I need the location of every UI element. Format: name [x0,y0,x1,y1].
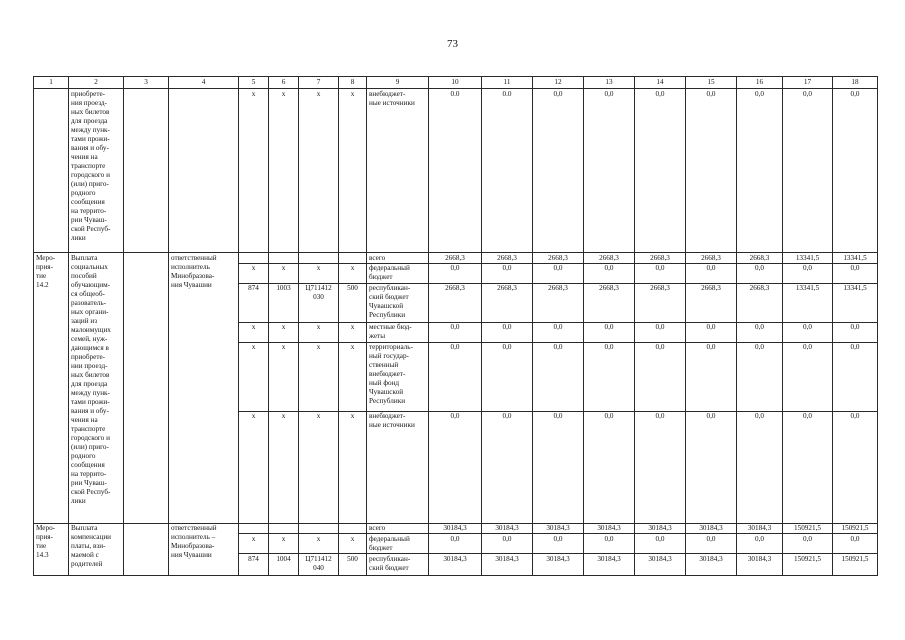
column-number-header: 18 [833,77,878,89]
status-cell [34,89,69,253]
table-header-row [34,77,878,89]
target-article-code-cell: Ц711412 040 [299,554,339,576]
funding-source-cell: республикан- ский бюджет [367,554,429,576]
year-value-cell: 0,0 [737,322,783,342]
year-value-cell: 30184,3 [584,523,635,534]
year-value-cell: 13341,5 [833,283,878,322]
target-article-code-cell [299,523,339,534]
section-code-cell [269,523,299,534]
year-value-cell: 0,0 [783,342,833,411]
year-value-cell: 0,0 [686,263,737,283]
year-value-cell: 0,0 [635,534,686,554]
section-code-cell: x [269,263,299,283]
year-value-cell: 0,0 [833,322,878,342]
grbs-code-cell: x [239,89,269,253]
column-number-header: 5 [239,77,269,89]
funding-source-cell: территориаль- ный государ- ственный внебюджет- ный фонд Чувашской Республики [367,342,429,411]
task-cell [124,89,169,253]
year-value-cell: 2668,3 [635,283,686,322]
year-value-cell: 2668,3 [482,253,533,264]
column-number-header: 14 [635,77,686,89]
section-code-cell: x [269,322,299,342]
grbs-code-cell [239,253,269,264]
year-value-cell: 2668,3 [737,283,783,322]
year-value-cell: 2668,3 [584,253,635,264]
year-value-cell: 30184,3 [584,554,635,576]
expense-type-code-cell: x [339,89,367,253]
measure-name-cell: Выплата социальных пособий обучающим- ся общеоб- разователь- ных органи- заций из малоимущих семей, нуж- дающимся в приобрете- нии проезд- ных билетов для проезда между пунк- тами прожи- вания и обу- чения на транспорте городского и (или) приго- родного сообщения на террито- рии Чуваш- ской Респуб- лики [69,253,124,524]
year-value-cell: 0,0 [833,263,878,283]
year-value-cell: 150921,5 [783,554,833,576]
year-value-cell: 0,0 [533,322,584,342]
grbs-code-cell: x [239,342,269,411]
year-value-cell: 30184,3 [482,554,533,576]
funding-source-cell: федеральный бюджет [367,263,429,283]
target-article-code-cell [299,253,339,264]
status-cell: Меро- прия- тие 14.2 [34,253,69,524]
year-value-cell: 30184,3 [737,554,783,576]
measure-name-cell: приобрете- ния проезд- ных билетов для проезда между пунк- тами прожи- вания и обу- чения на транспорте городского и (или) приго- родного сообщения на террито- рии Чуваш- ской Респуб- лики [69,89,124,253]
year-value-cell: 0,0 [635,322,686,342]
year-value-cell: 0,0 [783,322,833,342]
section-code-cell: x [269,534,299,554]
table-row [34,253,878,264]
expense-type-code-cell: 500 [339,283,367,322]
table-body [34,77,878,576]
year-value-cell: 0,0 [429,263,482,283]
column-number-header: 4 [169,77,239,89]
year-value-cell: 30184,3 [482,523,533,534]
funding-source-cell: всего [367,253,429,264]
grbs-code-cell: 874 [239,554,269,576]
year-value-cell: 0,0 [482,411,533,523]
year-value-cell: 0,0 [833,534,878,554]
column-number-header: 13 [584,77,635,89]
column-number-header: 2 [69,77,124,89]
expense-type-code-cell: x [339,263,367,283]
year-value-cell: 2668,3 [635,253,686,264]
column-number-header: 11 [482,77,533,89]
executor-cell [169,89,239,253]
year-value-cell: 2668,3 [429,283,482,322]
year-value-cell: 0.0 [482,89,533,253]
column-number-header: 17 [783,77,833,89]
year-value-cell: 2668,3 [482,283,533,322]
year-value-cell: 0,0 [635,342,686,411]
year-value-cell: 0,0 [833,342,878,411]
year-value-cell: 0,0 [533,263,584,283]
year-value-cell: 0,0 [833,89,878,253]
funding-source-cell: федеральный бюджет [367,534,429,554]
target-article-code-cell: x [299,322,339,342]
target-article-code-cell: Ц711412 030 [299,283,339,322]
expense-type-code-cell: x [339,534,367,554]
year-value-cell: 0,0 [533,342,584,411]
year-value-cell: 30184,3 [686,554,737,576]
year-value-cell: 0,0 [482,322,533,342]
year-value-cell: 0,0 [482,534,533,554]
section-code-cell [269,253,299,264]
task-cell [124,523,169,576]
section-code-cell: x [269,342,299,411]
year-value-cell: 0,0 [635,411,686,523]
column-number-header: 16 [737,77,783,89]
year-value-cell: 30184,3 [686,523,737,534]
year-value-cell: 2668,3 [533,253,584,264]
funding-source-cell: внебюджет- ные источники [367,89,429,253]
year-value-cell: 30184,3 [635,554,686,576]
year-value-cell: 0,0 [686,411,737,523]
expense-type-code-cell [339,523,367,534]
target-article-code-cell: x [299,342,339,411]
executor-cell: ответственный исполнитель Минобразова- ния Чувашии [169,253,239,524]
year-value-cell: 30184,3 [429,523,482,534]
section-code-cell: x [269,411,299,523]
column-number-header: 3 [124,77,169,89]
table-row [34,89,878,253]
expense-type-code-cell: x [339,322,367,342]
year-value-cell: 0,0 [737,342,783,411]
column-number-header: 6 [269,77,299,89]
year-value-cell: 0,0 [737,411,783,523]
target-article-code-cell: x [299,411,339,523]
column-number-header: 9 [367,77,429,89]
section-code-cell: 1003 [269,283,299,322]
year-value-cell: 0,0 [686,322,737,342]
year-value-cell: 0,0 [737,534,783,554]
year-value-cell: 0,0 [482,342,533,411]
year-value-cell: 0,0 [584,322,635,342]
year-value-cell: 30184,3 [533,554,584,576]
expense-type-code-cell: 500 [339,554,367,576]
year-value-cell: 0,0 [533,89,584,253]
funding-source-cell: местные бюд- жеты [367,322,429,342]
year-value-cell: 150921,5 [833,523,878,534]
target-article-code-cell: x [299,534,339,554]
year-value-cell: 0,0 [686,342,737,411]
year-value-cell: 0,0 [429,534,482,554]
financing-table [33,76,878,576]
year-value-cell: 0,0 [686,534,737,554]
year-value-cell: 0,0 [783,534,833,554]
year-value-cell: 0,0 [584,411,635,523]
year-value-cell: 2668,3 [584,283,635,322]
year-value-cell: 13341,5 [833,253,878,264]
grbs-code-cell: x [239,263,269,283]
year-value-cell: 30184,3 [533,523,584,534]
year-value-cell: 13341,5 [783,253,833,264]
year-value-cell: 2668,3 [737,253,783,264]
funding-source-cell: всего [367,523,429,534]
column-number-header: 12 [533,77,584,89]
year-value-cell: 0,0 [737,89,783,253]
year-value-cell: 0,0 [635,263,686,283]
year-value-cell: 0,0 [783,411,833,523]
year-value-cell: 13341,5 [783,283,833,322]
expense-type-code-cell: x [339,342,367,411]
year-value-cell: 2668,3 [429,253,482,264]
grbs-code-cell: x [239,322,269,342]
year-value-cell: 0,0 [429,411,482,523]
grbs-code-cell: x [239,411,269,523]
expense-type-code-cell [339,253,367,264]
column-number-header: 8 [339,77,367,89]
year-value-cell: 0,0 [584,534,635,554]
column-number-header: 1 [34,77,69,89]
year-value-cell: 0.0 [429,89,482,253]
year-value-cell: 150921,5 [833,554,878,576]
column-number-header: 10 [429,77,482,89]
year-value-cell: 2668,3 [686,253,737,264]
year-value-cell: 0,0 [429,322,482,342]
year-value-cell: 0,0 [833,411,878,523]
year-value-cell: 0,0 [737,263,783,283]
page-number: 73 [447,38,458,50]
year-value-cell: 30184,3 [635,523,686,534]
year-value-cell: 0,0 [584,89,635,253]
target-article-code-cell: x [299,263,339,283]
target-article-code-cell: x [299,89,339,253]
status-cell: Меро- прия- тие 14.3 [34,523,69,576]
grbs-code-cell: x [239,534,269,554]
executor-cell: ответственный исполнитель – Минобразова- ния Чувашии [169,523,239,576]
expense-type-code-cell: x [339,411,367,523]
year-value-cell: 2668,3 [686,283,737,322]
year-value-cell: 0,0 [482,263,533,283]
year-value-cell: 0,0 [533,534,584,554]
table-row [34,523,878,534]
measure-name-cell: Выплата компенсации платы, взи- маемой с родителей [69,523,124,576]
year-value-cell: 30184,3 [737,523,783,534]
year-value-cell: 0,0 [533,411,584,523]
year-value-cell: 0,0 [783,89,833,253]
column-number-header: 7 [299,77,339,89]
year-value-cell: 0,0 [429,342,482,411]
task-cell [124,253,169,524]
year-value-cell: 0,0 [783,263,833,283]
column-number-header: 15 [686,77,737,89]
year-value-cell: 0,0 [686,89,737,253]
year-value-cell: 150921,5 [783,523,833,534]
section-code-cell: x [269,89,299,253]
grbs-code-cell: 874 [239,283,269,322]
year-value-cell: 30184,3 [429,554,482,576]
year-value-cell: 0,0 [635,89,686,253]
section-code-cell: 1004 [269,554,299,576]
year-value-cell: 0,0 [584,342,635,411]
year-value-cell: 0,0 [584,263,635,283]
grbs-code-cell [239,523,269,534]
funding-source-cell: республикан- ский бюджет Чувашской Республики [367,283,429,322]
funding-source-cell: внебюджет- ные источники [367,411,429,523]
year-value-cell: 2668,3 [533,283,584,322]
